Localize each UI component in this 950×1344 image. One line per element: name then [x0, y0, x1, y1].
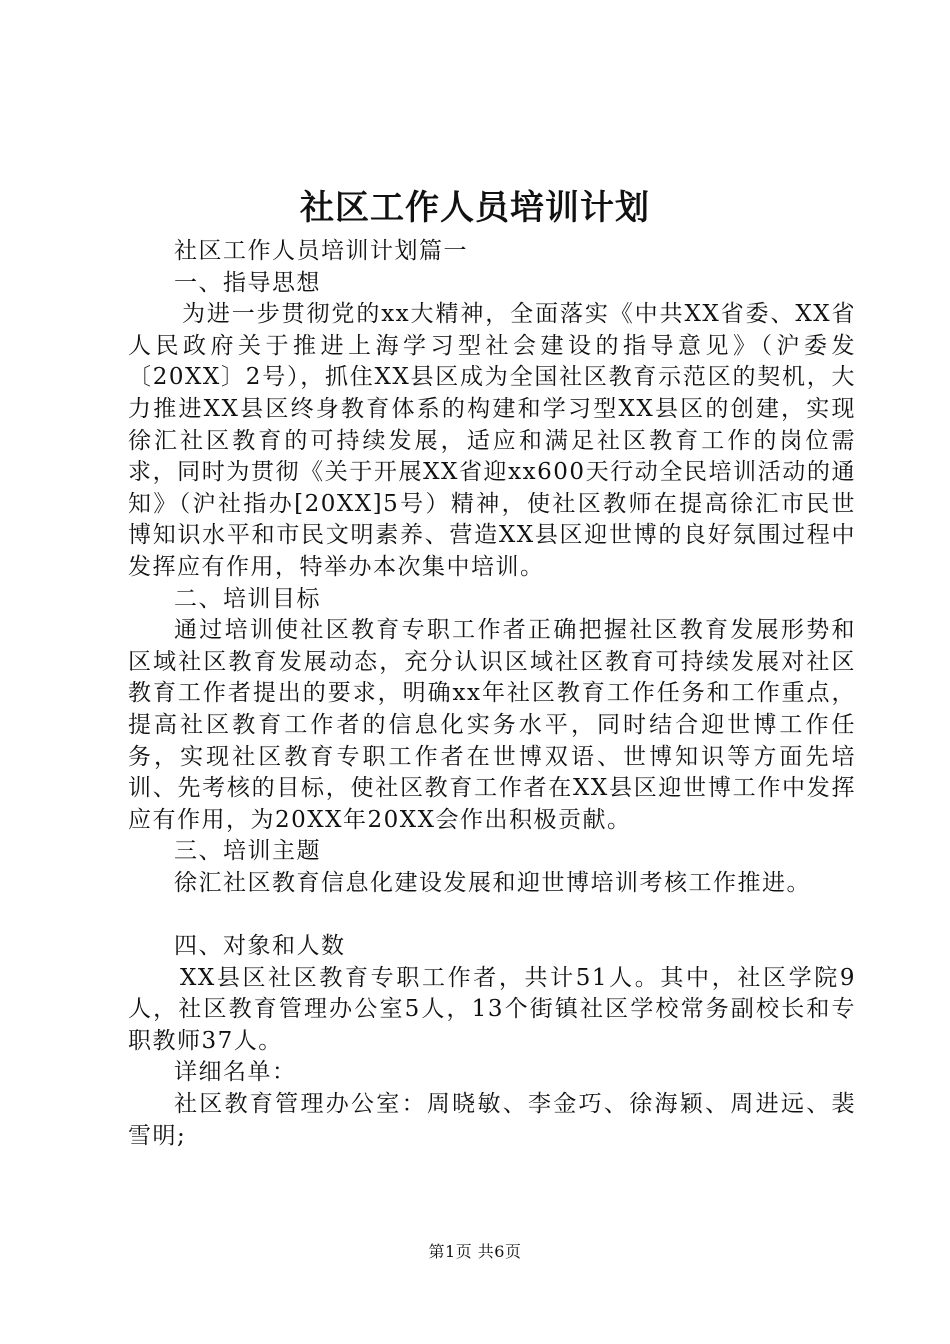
paragraph-training-theme: 徐汇社区教育信息化建设发展和迎世博培训考核工作推进。: [174, 869, 811, 896]
heading-detailed-list: 详细名单：: [174, 1059, 297, 1086]
document-title: 社区工作人员培训计划: [300, 188, 650, 228]
paragraph-guiding-ideology: 为进一步贯彻党的xx大精神，全面落实《中共XX省委、XX省人民政府关于推进上海学习型社会建设的指导意见》（沪委发〔20XX〕2号），抓住XX县区成为全国社区教育示范区的契机，大力推进XX县区终身教育体系的构建和学习型XX县区的创建，实现徐汇社区教育的可持续发展，适应和满足社区教育工作的岗位需求，同时为贯彻《关于开展XX省迎xx600天行动全民培训活动的通知》（沪社指办[20XX]5号）精神，使社区教师在提高徐汇市民世博知识水平和市民文明素养、营造XX县区迎世博的良好氛围过程中发挥应有作用，特举办本次集中培训。: [128, 301, 856, 580]
paragraph-training-goals: 通过培训使社区教育专职工作者正确把握社区教育发展形势和区域社区教育发展动态，充分认识区域社区教育可持续发展对社区教育工作者提出的要求，明确xx年社区教育工作任务和工作重点，提高社区教育工作者的信息化实务水平，同时结合迎世博工作任务，实现社区教育专职工作者在世博双语、世博知识等方面先培训、先考核的目标，使社区教育工作者在XX县区迎世博工作中发挥应有作用，为20XX年20XX会作出积极贡献。: [128, 617, 856, 833]
heading-training-theme: 三、培训主题: [174, 838, 321, 865]
heading-guiding-ideology: 一、指导思想: [174, 269, 321, 296]
page-footer: 第1页 共6页: [428, 1242, 522, 1261]
document-body: [128, 236, 856, 1152]
heading-training-goals: 二、培训目标: [174, 585, 321, 612]
section-subtitle: 社区工作人员培训计划篇一: [174, 238, 468, 264]
paragraph-gap: [128, 899, 856, 931]
paragraph-participants: XX县区社区教育专职工作者，共计51人。其中，社区学院9人，社区教育管理办公室5人，13个街镇社区学校常务副校长和专职教师37人。: [128, 964, 856, 1054]
heading-participants: 四、对象和人数: [174, 933, 346, 960]
paragraph-detailed-list: 社区教育管理办公室：周晓敏、李金巧、徐海颖、周进远、裴雪明;: [128, 1091, 856, 1149]
